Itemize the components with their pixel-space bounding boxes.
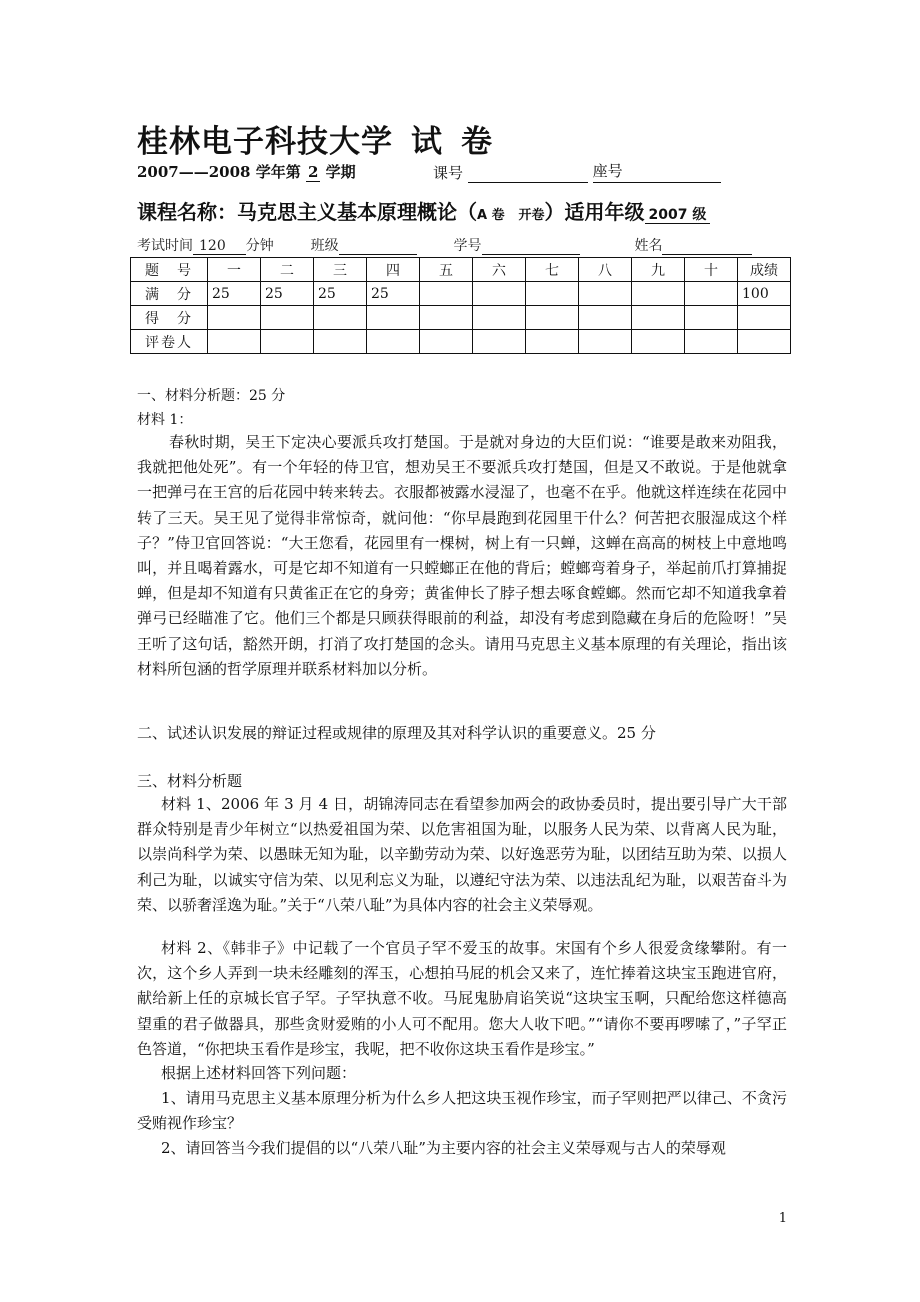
q1-heading: 一、材料分析题：25 分 bbox=[137, 388, 286, 404]
seat-field[interactable] bbox=[592, 162, 721, 183]
score-cell: 七 bbox=[526, 258, 579, 282]
table-row bbox=[131, 258, 791, 282]
table-row bbox=[131, 330, 791, 354]
q3-material-2: 材料 2、《韩非子》中记载了一个官员子罕不爱玉的故事。宋国有个乡人很爱贪缘攀附。有一次，这个乡人弄到一块未经雕刻的浑玉，心想拍马屁的机会又来了，连忙捧着这块宝玉跑进官府，献给新上任的京城长官子罕。子罕执意不收。马屁鬼胁肩谄笑说“这块宝玉啊，只配给您这样德高望重的君子做器具，那些贪财爱贿的小人可不配用。您大人收下吧。”“请你不要再啰嗦了，”子罕正色答道，“你把块玉看作是珍宝，我呢，把不收你这块玉看作是珍宝。” bbox=[137, 939, 787, 1058]
score-cell: 九 bbox=[632, 258, 685, 282]
semester-line bbox=[137, 161, 356, 182]
score-cell[interactable] bbox=[473, 330, 526, 354]
time-value: 120 bbox=[193, 238, 232, 255]
score-cell bbox=[632, 282, 685, 306]
score-cell bbox=[685, 282, 738, 306]
score-cell[interactable] bbox=[420, 330, 473, 354]
score-cell[interactable] bbox=[685, 306, 738, 330]
page-number: 1 bbox=[778, 1211, 787, 1226]
score-cell[interactable] bbox=[261, 306, 314, 330]
score-cell: 四 bbox=[367, 258, 420, 282]
score-cell bbox=[526, 282, 579, 306]
exam-info-line bbox=[137, 235, 752, 255]
score-cell[interactable] bbox=[367, 306, 420, 330]
university-name: 桂林电子科技大学 bbox=[137, 124, 393, 160]
doc-type-1: 试 bbox=[411, 124, 443, 160]
grade-value: 2007 级 bbox=[645, 207, 711, 224]
paper-type: A 卷 bbox=[477, 208, 505, 223]
score-cell: 三 bbox=[314, 258, 367, 282]
score-cell: 100 bbox=[738, 282, 791, 306]
q1-material-label: 材料 1： bbox=[137, 412, 193, 428]
q3-heading: 三、材料分析题 bbox=[137, 772, 243, 790]
score-cell[interactable] bbox=[314, 330, 367, 354]
score-cell[interactable] bbox=[314, 306, 367, 330]
q3-sub-question-2: 2、请回答当今我们提倡的以“八荣八耻”为主要内容的社会主义荣辱观与古人的荣辱观 bbox=[161, 1139, 726, 1157]
q3-sub-question-1: 1、请用马克思主义基本原理分析为什么乡人把这块玉视作珍宝，而子罕则把严以律己、不贪污受贿视作珍宝？ bbox=[137, 1089, 787, 1133]
row-label-cell: 评卷人 bbox=[131, 330, 208, 354]
row-label-cell: 题 号 bbox=[131, 258, 208, 282]
score-cell[interactable] bbox=[632, 330, 685, 354]
student-no-field[interactable] bbox=[482, 240, 580, 255]
name-label: 姓名 bbox=[634, 238, 663, 254]
seat-label: 座号 bbox=[592, 162, 623, 180]
score-cell bbox=[473, 282, 526, 306]
class-field[interactable] bbox=[339, 240, 417, 255]
score-cell: 25 bbox=[367, 282, 420, 306]
row-label-cell: 得 分 bbox=[131, 306, 208, 330]
doc-type-2: 卷 bbox=[461, 124, 493, 160]
class-label: 班级 bbox=[310, 238, 339, 254]
score-cell: 成绩 bbox=[738, 258, 791, 282]
table-row bbox=[131, 306, 791, 330]
score-cell: 25 bbox=[261, 282, 314, 306]
score-cell[interactable] bbox=[738, 330, 791, 354]
table-row bbox=[131, 282, 791, 306]
name-field[interactable] bbox=[662, 240, 752, 255]
course-no-field[interactable] bbox=[468, 166, 588, 183]
course-seat-line bbox=[433, 162, 721, 183]
score-cell[interactable] bbox=[473, 306, 526, 330]
score-table bbox=[130, 257, 791, 354]
score-cell[interactable] bbox=[526, 306, 579, 330]
semester-suffix: 学期 bbox=[325, 163, 356, 181]
score-cell[interactable] bbox=[367, 330, 420, 354]
score-cell: 一 bbox=[208, 258, 261, 282]
score-cell[interactable] bbox=[685, 330, 738, 354]
score-cell bbox=[579, 282, 632, 306]
semester-number: 2 bbox=[307, 163, 319, 181]
row-label-cell: 满 分 bbox=[131, 282, 208, 306]
score-cell: 25 bbox=[208, 282, 261, 306]
time-unit: 分钟 bbox=[245, 238, 274, 254]
course-label: 课程名称：马克思主义基本原理概论（ bbox=[137, 200, 477, 224]
score-cell: 八 bbox=[579, 258, 632, 282]
q2-text: 二、试述认识发展的辩证过程或规律的原理及其对科学认识的重要意义。25 分 bbox=[137, 724, 656, 742]
score-cell[interactable] bbox=[208, 330, 261, 354]
score-cell[interactable] bbox=[632, 306, 685, 330]
exam-title bbox=[137, 116, 493, 161]
q3-prompt: 根据上述材料回答下列问题： bbox=[161, 1064, 357, 1082]
score-cell[interactable] bbox=[208, 306, 261, 330]
score-cell: 六 bbox=[473, 258, 526, 282]
score-cell bbox=[420, 282, 473, 306]
score-cell[interactable] bbox=[261, 330, 314, 354]
score-cell: 二 bbox=[261, 258, 314, 282]
score-cell: 五 bbox=[420, 258, 473, 282]
q1-material-text: 春秋时期，吴王下定决心要派兵攻打楚国。于是就对身边的大臣们说：“谁要是敢来劝阻我，我就把他处死”。有一个年轻的侍卫官，想劝吴王不要派兵攻打楚国，但是又不敢说。于是他就拿一把弹弓在王宫的后花园中转来转去。衣服都被露水浸湿了，也毫不在乎。他就这样连续在花园中转了三天。吴王见了觉得非常惊奇，就问他：“你早晨跑到花园里干什么？何苦把衣服湿成这个样子？”侍卫官回答说：“大王您看，花园里有一棵树，树上有一只蝉，这蝉在高高的树枝上中意地鸣叫，并且喝着露水，可是它却不知道有一只螳螂正在他的背后；螳螂弯着身子，举起前爪打算捕捉蝉，但是却不知道有只黄雀正在它的身旁；黄雀伸长了脖子想去啄食螳螂。然而它却不知道我拿着弹弓已经瞄准了它。他们三个都是只顾获得眼前的利益，却没有考虑到隐藏在身后的危险呀！”吴王听了这句话，豁然开朗，打消了攻打楚国的念头。请用马克思主义基本原理的有关理论，指出该材料所包涵的哲学原理并联系材料加以分析。 bbox=[137, 433, 787, 678]
score-cell[interactable] bbox=[420, 306, 473, 330]
score-cell[interactable] bbox=[579, 330, 632, 354]
score-cell[interactable] bbox=[738, 306, 791, 330]
score-cell: 十 bbox=[685, 258, 738, 282]
student-no-label: 学号 bbox=[453, 238, 482, 254]
course-no-label: 课号 bbox=[433, 164, 464, 182]
semester-prefix: 2007——2008 学年第 bbox=[137, 163, 301, 181]
time-label: 考试时间 bbox=[137, 238, 193, 254]
score-cell[interactable] bbox=[579, 306, 632, 330]
q3-material-1: 材料 1、2006 年 3 月 4 日，胡锦涛同志在看望参加两会的政协委员时，提出要引导广大干部群众特别是青少年树立“以热爱祖国为荣、以危害祖国为耻，以服务人民为荣、以背离人民为耻，以崇尚科学为荣、以愚昧无知为耻，以辛勤劳动为荣、以好逸恶劳为耻，以团结互助为荣、以损人利己为耻，以诚实守信为荣、以见利忘义为耻，以遵纪守法为荣、以违法乱纪为耻，以艰苦奋斗为荣、以骄奢淫逸为耻。”关于“八荣八耻”为具体内容的社会主义荣辱观。 bbox=[137, 795, 787, 914]
grade-label: ）适用年级 bbox=[544, 200, 645, 224]
open-book: 开卷 bbox=[518, 208, 545, 223]
score-cell: 25 bbox=[314, 282, 367, 306]
course-line bbox=[137, 196, 710, 225]
score-cell[interactable] bbox=[526, 330, 579, 354]
